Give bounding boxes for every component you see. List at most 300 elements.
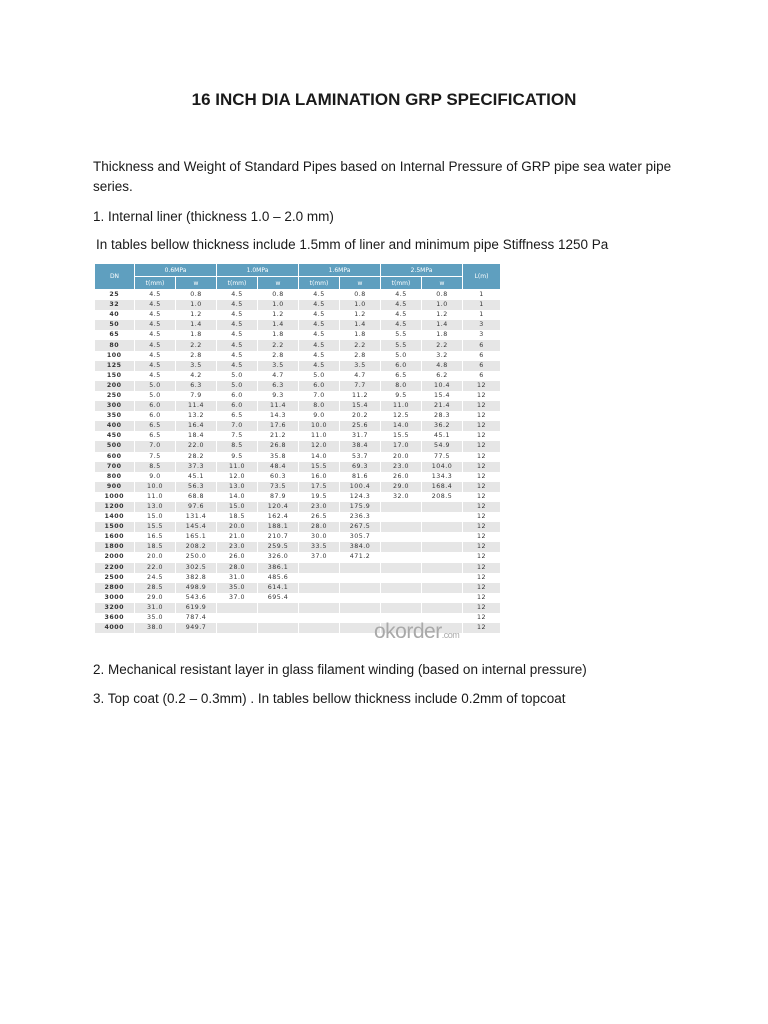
dn-cell: 2000	[95, 552, 135, 562]
table-row	[95, 340, 501, 350]
value-cell	[422, 573, 463, 583]
value-cell: 28.5	[135, 583, 176, 593]
length-cell: 1	[463, 300, 501, 310]
value-cell: 4.5	[217, 320, 258, 330]
table-row	[95, 552, 501, 562]
length-cell: 12	[463, 452, 501, 462]
value-cell: 18.4	[176, 431, 217, 441]
length-cell: 12	[463, 441, 501, 451]
value-cell: 145.4	[176, 522, 217, 532]
table-row	[95, 300, 501, 310]
value-cell	[381, 593, 422, 603]
value-cell	[340, 593, 381, 603]
value-cell	[299, 603, 340, 613]
value-cell: 18.5	[217, 512, 258, 522]
value-cell: 543.6	[176, 593, 217, 603]
value-cell: 48.4	[258, 462, 299, 472]
table-row	[95, 351, 501, 361]
value-cell: 250.0	[176, 552, 217, 562]
value-cell: 2.8	[258, 351, 299, 361]
value-cell: 1.4	[340, 320, 381, 330]
length-cell: 12	[463, 613, 501, 623]
dn-cell: 3000	[95, 593, 135, 603]
length-cell: 12	[463, 603, 501, 613]
value-cell: 4.5	[299, 310, 340, 320]
value-cell: 30.0	[299, 532, 340, 542]
value-cell: 11.2	[340, 391, 381, 401]
value-cell: 4.5	[135, 310, 176, 320]
value-cell: 38.4	[340, 441, 381, 451]
table-row	[95, 522, 501, 532]
value-cell: 17.0	[381, 441, 422, 451]
value-cell: 4.8	[422, 361, 463, 371]
subheader-thickness: t(mm)	[135, 277, 176, 290]
dn-cell: 125	[95, 361, 135, 371]
top-coat-item: 3. Top coat (0.2 – 0.3mm) . In tables bellow thickness include 0.2mm of topcoat	[93, 691, 566, 706]
table-row	[95, 532, 501, 542]
value-cell: 384.0	[340, 542, 381, 552]
value-cell	[381, 603, 422, 613]
value-cell: 1.8	[340, 330, 381, 340]
length-cell: 12	[463, 542, 501, 552]
value-cell: 305.7	[340, 532, 381, 542]
value-cell: 1.0	[422, 300, 463, 310]
value-cell: 131.4	[176, 512, 217, 522]
value-cell: 1.2	[176, 310, 217, 320]
value-cell: 13.0	[135, 502, 176, 512]
value-cell	[340, 583, 381, 593]
value-cell: 81.6	[340, 472, 381, 482]
value-cell	[422, 532, 463, 542]
value-cell: 188.1	[258, 522, 299, 532]
value-cell: 7.0	[217, 421, 258, 431]
value-cell: 11.0	[299, 431, 340, 441]
table-row	[95, 411, 501, 421]
value-cell	[422, 603, 463, 613]
dn-cell: 25	[95, 290, 135, 301]
value-cell: 9.5	[217, 452, 258, 462]
value-cell: 4.5	[217, 300, 258, 310]
value-cell: 4.5	[135, 371, 176, 381]
length-cell: 12	[463, 573, 501, 583]
value-cell	[217, 603, 258, 613]
value-cell: 1.0	[176, 300, 217, 310]
value-cell: 2.2	[422, 340, 463, 350]
value-cell: 4.5	[299, 340, 340, 350]
dn-cell: 450	[95, 431, 135, 441]
table-body	[95, 290, 501, 634]
value-cell	[422, 552, 463, 562]
value-cell	[422, 593, 463, 603]
value-cell: 267.5	[340, 522, 381, 532]
value-cell: 15.0	[217, 502, 258, 512]
value-cell: 25.6	[340, 421, 381, 431]
value-cell: 4.2	[176, 371, 217, 381]
value-cell: 54.9	[422, 441, 463, 451]
dn-cell: 2200	[95, 563, 135, 573]
value-cell: 1.4	[258, 320, 299, 330]
value-cell: 236.3	[340, 512, 381, 522]
value-cell: 10.0	[135, 482, 176, 492]
value-cell: 2.2	[176, 340, 217, 350]
value-cell: 4.5	[217, 330, 258, 340]
value-cell	[258, 613, 299, 623]
subheader-weight: w	[258, 277, 299, 290]
value-cell: 4.5	[299, 361, 340, 371]
value-cell: 15.5	[299, 462, 340, 472]
value-cell: 45.1	[422, 431, 463, 441]
value-cell: 5.0	[135, 391, 176, 401]
value-cell: 2.2	[258, 340, 299, 350]
value-cell: 6.5	[135, 431, 176, 441]
table-row	[95, 492, 501, 502]
value-cell: 5.0	[135, 381, 176, 391]
value-cell: 8.0	[299, 401, 340, 411]
value-cell: 16.4	[176, 421, 217, 431]
length-cell: 12	[463, 522, 501, 532]
value-cell: 1.2	[258, 310, 299, 320]
value-cell	[422, 563, 463, 573]
value-cell: 5.5	[381, 340, 422, 350]
pipe-spec-table	[94, 263, 500, 633]
dn-cell: 2500	[95, 573, 135, 583]
value-cell: 35.0	[135, 613, 176, 623]
value-cell: 28.3	[422, 411, 463, 421]
value-cell: 5.0	[299, 371, 340, 381]
dn-cell: 32	[95, 300, 135, 310]
value-cell	[381, 522, 422, 532]
value-cell: 15.4	[340, 401, 381, 411]
value-cell: 208.5	[422, 492, 463, 502]
value-cell: 4.5	[217, 290, 258, 301]
value-cell: 15.0	[135, 512, 176, 522]
subheader-weight: w	[340, 277, 381, 290]
length-cell: 12	[463, 552, 501, 562]
table-row	[95, 603, 501, 613]
dn-cell: 1400	[95, 512, 135, 522]
value-cell: 3.2	[422, 351, 463, 361]
dn-cell: 150	[95, 371, 135, 381]
value-cell: 26.0	[217, 552, 258, 562]
value-cell: 20.0	[135, 552, 176, 562]
value-cell: 382.8	[176, 573, 217, 583]
dn-cell: 100	[95, 351, 135, 361]
value-cell	[299, 583, 340, 593]
table-row	[95, 563, 501, 573]
length-cell: 12	[463, 512, 501, 522]
value-cell: 45.1	[176, 472, 217, 482]
value-cell: 77.5	[422, 452, 463, 462]
value-cell: 60.3	[258, 472, 299, 482]
value-cell: 4.5	[381, 290, 422, 301]
value-cell: 17.5	[299, 482, 340, 492]
dn-cell: 400	[95, 421, 135, 431]
value-cell: 471.2	[340, 552, 381, 562]
value-cell: 6.5	[217, 411, 258, 421]
dn-cell: 200	[95, 381, 135, 391]
value-cell: 162.4	[258, 512, 299, 522]
value-cell: 21.0	[217, 532, 258, 542]
value-cell: 4.5	[135, 300, 176, 310]
value-cell: 14.0	[217, 492, 258, 502]
value-cell: 1.0	[340, 300, 381, 310]
length-cell: 12	[463, 462, 501, 472]
length-cell: 12	[463, 583, 501, 593]
dn-cell: 4000	[95, 623, 135, 633]
value-cell: 485.6	[258, 573, 299, 583]
dn-cell: 600	[95, 452, 135, 462]
value-cell: 13.0	[217, 482, 258, 492]
value-cell: 12.0	[217, 472, 258, 482]
value-cell: 17.6	[258, 421, 299, 431]
value-cell: 0.8	[422, 290, 463, 301]
value-cell: 4.5	[217, 340, 258, 350]
pressure-header-2: 1.6MPa	[299, 264, 381, 277]
table-row	[95, 593, 501, 603]
value-cell: 3.5	[258, 361, 299, 371]
value-cell: 1.8	[422, 330, 463, 340]
dn-cell: 250	[95, 391, 135, 401]
value-cell: 4.5	[299, 351, 340, 361]
value-cell: 35.0	[217, 583, 258, 593]
dn-cell: 3200	[95, 603, 135, 613]
length-cell: 1	[463, 290, 501, 301]
dn-cell: 3600	[95, 613, 135, 623]
value-cell: 22.0	[135, 563, 176, 573]
value-cell: 4.7	[258, 371, 299, 381]
pressure-header-0: 0.6MPa	[135, 264, 217, 277]
value-cell: 4.5	[217, 310, 258, 320]
value-cell: 6.3	[176, 381, 217, 391]
value-cell: 6.2	[422, 371, 463, 381]
value-cell: 21.2	[258, 431, 299, 441]
value-cell: 29.0	[381, 482, 422, 492]
value-cell: 4.5	[217, 351, 258, 361]
value-cell: 11.4	[258, 401, 299, 411]
length-cell: 12	[463, 623, 501, 633]
dn-cell: 80	[95, 340, 135, 350]
subheader-weight: w	[176, 277, 217, 290]
value-cell: 6.5	[135, 421, 176, 431]
length-cell: 12	[463, 593, 501, 603]
value-cell: 19.5	[299, 492, 340, 502]
dn-cell: 500	[95, 441, 135, 451]
value-cell: 26.0	[381, 472, 422, 482]
value-cell: 4.5	[381, 320, 422, 330]
value-cell: 97.6	[176, 502, 217, 512]
value-cell: 259.5	[258, 542, 299, 552]
length-cell: 3	[463, 320, 501, 330]
value-cell: 4.5	[299, 290, 340, 301]
value-cell: 20.2	[340, 411, 381, 421]
dn-cell: 700	[95, 462, 135, 472]
value-cell: 37.0	[299, 552, 340, 562]
value-cell: 100.4	[340, 482, 381, 492]
value-cell: 23.0	[381, 462, 422, 472]
table-row	[95, 290, 501, 301]
value-cell: 33.5	[299, 542, 340, 552]
table-row	[95, 573, 501, 583]
value-cell: 15.4	[422, 391, 463, 401]
value-cell: 10.4	[422, 381, 463, 391]
value-cell: 26.5	[299, 512, 340, 522]
value-cell	[299, 593, 340, 603]
internal-liner-item: 1. Internal liner (thickness 1.0 – 2.0 mm)	[93, 209, 334, 224]
value-cell: 6.3	[258, 381, 299, 391]
value-cell: 23.0	[299, 502, 340, 512]
length-cell: 12	[463, 411, 501, 421]
dn-cell: 300	[95, 401, 135, 411]
value-cell: 5.0	[217, 381, 258, 391]
value-cell: 134.3	[422, 472, 463, 482]
value-cell: 24.5	[135, 573, 176, 583]
value-cell: 386.1	[258, 563, 299, 573]
value-cell: 1.2	[340, 310, 381, 320]
subheader-thickness: t(mm)	[381, 277, 422, 290]
subheader-thickness: t(mm)	[299, 277, 340, 290]
pipe-spec-table-image	[94, 263, 500, 648]
table-row	[95, 320, 501, 330]
value-cell: 9.0	[135, 472, 176, 482]
value-cell	[381, 542, 422, 552]
value-cell: 9.0	[299, 411, 340, 421]
table-row	[95, 421, 501, 431]
value-cell	[381, 563, 422, 573]
value-cell: 6.0	[135, 411, 176, 421]
subheader-thickness: t(mm)	[217, 277, 258, 290]
value-cell: 8.0	[381, 381, 422, 391]
length-cell: 6	[463, 351, 501, 361]
value-cell: 619.9	[176, 603, 217, 613]
value-cell: 16.5	[135, 532, 176, 542]
table-row	[95, 472, 501, 482]
value-cell	[299, 623, 340, 633]
value-cell: 4.7	[340, 371, 381, 381]
dn-cell: 40	[95, 310, 135, 320]
table-row	[95, 361, 501, 371]
value-cell: 6.0	[299, 381, 340, 391]
value-cell: 4.5	[135, 351, 176, 361]
value-cell	[299, 613, 340, 623]
value-cell: 4.5	[299, 300, 340, 310]
value-cell: 6.0	[217, 401, 258, 411]
table-row	[95, 441, 501, 451]
value-cell	[258, 623, 299, 633]
value-cell: 69.3	[340, 462, 381, 472]
dn-cell: 800	[95, 472, 135, 482]
value-cell: 208.2	[176, 542, 217, 552]
dn-header: DN	[95, 264, 135, 290]
value-cell: 124.3	[340, 492, 381, 502]
value-cell: 4.5	[135, 330, 176, 340]
pressure-header-1: 1.0MPa	[217, 264, 299, 277]
table-row	[95, 502, 501, 512]
value-cell: 20.0	[217, 522, 258, 532]
table-row	[95, 431, 501, 441]
value-cell: 14.3	[258, 411, 299, 421]
value-cell: 4.5	[381, 300, 422, 310]
dn-cell: 900	[95, 482, 135, 492]
length-cell: 12	[463, 472, 501, 482]
value-cell: 14.0	[299, 452, 340, 462]
dn-cell: 350	[95, 411, 135, 421]
table-row	[95, 391, 501, 401]
value-cell: 16.0	[299, 472, 340, 482]
value-cell: 9.5	[381, 391, 422, 401]
value-cell: 8.5	[135, 462, 176, 472]
table-row	[95, 462, 501, 472]
length-cell: 12	[463, 502, 501, 512]
value-cell: 12.0	[299, 441, 340, 451]
value-cell: 23.0	[217, 542, 258, 552]
value-cell	[299, 573, 340, 583]
length-cell: 12	[463, 391, 501, 401]
value-cell: 73.5	[258, 482, 299, 492]
value-cell: 31.0	[135, 603, 176, 613]
value-cell	[381, 512, 422, 522]
liner-note: In tables bellow thickness include 1.5mm of liner and minimum pipe Stiffness 1250 Pa	[96, 237, 609, 252]
value-cell: 56.3	[176, 482, 217, 492]
value-cell	[258, 603, 299, 613]
value-cell: 6.0	[217, 391, 258, 401]
value-cell: 949.7	[176, 623, 217, 633]
length-cell: 12	[463, 381, 501, 391]
okorder-watermark: okorder.com	[374, 620, 460, 643]
value-cell: 120.4	[258, 502, 299, 512]
value-cell: 1.0	[258, 300, 299, 310]
length-cell: 12	[463, 401, 501, 411]
value-cell: 18.5	[135, 542, 176, 552]
table-row	[95, 583, 501, 593]
value-cell: 4.5	[217, 361, 258, 371]
table-row	[95, 401, 501, 411]
table-row	[95, 330, 501, 340]
value-cell: 7.5	[135, 452, 176, 462]
value-cell	[422, 502, 463, 512]
length-cell: 12	[463, 563, 501, 573]
value-cell	[299, 563, 340, 573]
value-cell: 4.5	[299, 320, 340, 330]
value-cell	[381, 573, 422, 583]
length-cell: 1	[463, 310, 501, 320]
value-cell: 32.0	[381, 492, 422, 502]
length-cell: 12	[463, 421, 501, 431]
value-cell: 787.4	[176, 613, 217, 623]
table-row	[95, 310, 501, 320]
dn-cell: 1800	[95, 542, 135, 552]
value-cell: 104.0	[422, 462, 463, 472]
value-cell: 4.5	[135, 361, 176, 371]
value-cell	[422, 583, 463, 593]
dn-cell: 1200	[95, 502, 135, 512]
value-cell: 87.9	[258, 492, 299, 502]
value-cell: 3.5	[176, 361, 217, 371]
value-cell: 302.5	[176, 563, 217, 573]
value-cell: 2.2	[340, 340, 381, 350]
dn-cell: 2800	[95, 583, 135, 593]
value-cell: 28.0	[217, 563, 258, 573]
value-cell: 15.5	[135, 522, 176, 532]
table-row	[95, 452, 501, 462]
value-cell: 31.7	[340, 431, 381, 441]
value-cell: 28.0	[299, 522, 340, 532]
value-cell	[340, 573, 381, 583]
value-cell: 5.0	[381, 351, 422, 361]
value-cell	[340, 563, 381, 573]
table-row	[95, 381, 501, 391]
value-cell: 6.0	[135, 401, 176, 411]
length-cell: 6	[463, 361, 501, 371]
